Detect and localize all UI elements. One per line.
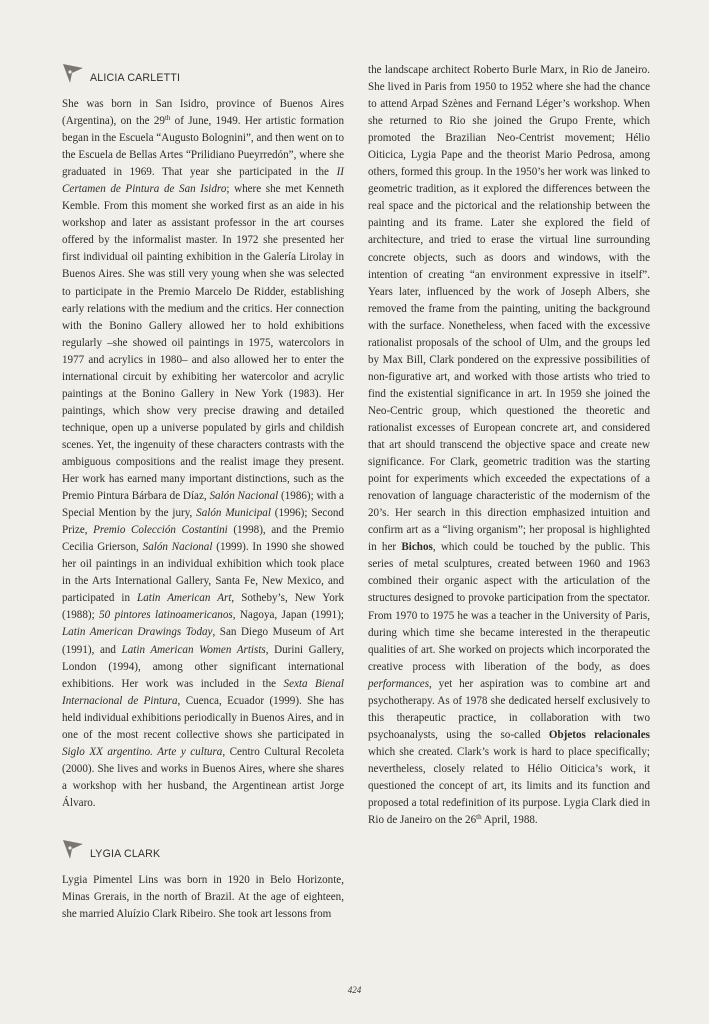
- biography-paragraph-continued: the landscape architect Roberto Burle Marx, in Rio de Janeiro. She lived in Paris from 1950 to 1952 where she had the chance to attend Arpad Szènes and Fernand Léger’s workshop. When she returned to Rio she joined the Grupo Frente, which promoted the Brazilian Neo-Centrist movement; Hélio Oiticica, Lygia Pape and the theorist Mario Pedrosa, among others, formed this group. In the 1950’s her work was linked to geometric tradition, as it explored the differences between the real space and the pictorical and the relationship between the painting and its frame. Later she explored the field of architecture, and tried to erase the virtual line surrounding concrete objects, such as doors and windows, with the intention of creating “an environment expressive in itself”. Years later, influenced by the work of Joseph Albers, she removed the frame from the painting, uniting the background with the surface. Nonetheless, when faced with the excessive rationalist proposals of the school of Ulm, and the groups led by Max Bill, Clark pondered on the expressive possibilities of non-figurative art, and worked with those artists who tried to find the existential significance in art. In 1959 she joined the Neo-Centric group, which questioned the theoretic and rationalist excesses of European concrete art, and considered that art should transcend the objective space and create new significance. For Clark, geometric tradition was the starting point for experiments which exceeded the expectations of a renovation of language characteristic of the modernism of the 20’s. Her search in this direction emphasized intuition and confirm art as a “living organism”; her proposal is highlighted in her Bichos, which could be touched by the public. This series of metal sculptures, created between 1960 and 1963 combined their organic aspect with the articulation of the structures designed to provoke participation from the spectator. From 1970 to 1975 he was a teacher in the University of Paris, during which time she became interested in the therapeutic qualities of art. She worked on projects which incorporated the creative process with liberation of the body, as does performances, yet her aspiration was to combine art and psychotherapy. As of 1978 she dedicated herself exclusively to this therapeutic practice, in collaboration with two psychoanalysts, using the so-called Objetos relacionales which she created. Clark’s work is hard to place specifically; nevertheless, closely related to Hélio Oiticica’s work, it questioned the concept of art, its limits and its function and proposed a total redefinition of its purpose. Lygia Clark died in Rio de Janeiro on the 26th April, 1988.: [368, 64, 651, 827]
- section-heading: [62, 838, 344, 860]
- page-number: 424: [347, 985, 362, 995]
- section-heading: [62, 62, 344, 84]
- artist-name-heading: ALICIA CARLETTI: [90, 72, 181, 84]
- flag-icon: [62, 62, 84, 84]
- artist-name-heading: LYGIA CLARK: [90, 847, 161, 860]
- biography-paragraph: She was born in San Isidro, province of Buenos Aires (Argentina), on the 29th of June, 1949. Her artistic formation began in the Escuela “Augusto Bolognini”, and then went on to the Escuela de Bellas Artes “Prilidiano Pueyrredón”, where she graduated in 1969. That year she participated in the II Certamen de Pintura de San Isidro; where she met Kenneth Kemble. From this moment she worked first as an aide in his workshop and later as assistant professor in the art courses offered by the informalist master. In 1972 she presented her first individual oil painting exhibition in the Galería Lirolay in Buenos Aires. She was still very young when she was selected to participate in the Premio Marcelo De Ridder, establishing early relations with the medium and the critics. Her connection with the Bonino Gallery allowed her to hold exhibitions regularly –she showed oil paintings in 1975, watercolors in 1977 and acrylics in 1980– and also allowed her to enter the international circuit by exhibiting her watercolor and acrylic paintings at the Bonino Gallery in New York (1983). Her paintings, which show very precise drawing and detailed technique, open up a universe populated by girls and childish scenes. Yet, the ingenuity of these characters contrasts with the ambiguous compositions and the realist image they present. Her work has earned many important distinctions, such as the Premio Pintura Bárbara de Díaz, Salón Nacional (1986); with a Special Mention by the jury, Salón Municipal (1996); Second Prize, Premio Colección Costantini (1998), and the Premio Cecilia Grierson, Salón Nacional (1999). In 1990 she showed her oil paintings in an individual exhibition which took place in the Arts International Gallery, Santa Fe, New Mexico, and participated in Latin American Art, Sotheby’s, New York (1988); 50 pintores latinoamericanos, Nagoya, Japan (1991); Latin American Drawings Today, San Diego Museum of Art (1991), and Latin American Women Artists, Durini Gallery, London (1994), among other significant international exhibitions. Her work was included in the Sexta Bienal Internacional de Pintura, Cuenca, Ecuador (1999). She has held individual exhibitions periodically in Buenos Aires, and in one of the most recent collective shows she participated in Siglo XX argentino. Arte y cultura, Centro Cultural Recoleta (2000). She lives and works in Buenos Aires, where she shares a workshop with her husband, the Argentinean artist Jorge Álvaro.: [62, 98, 345, 809]
- flag-icon: [62, 838, 84, 860]
- left-column: [62, 62, 344, 923]
- biography-paragraph: Lygia Pimentel Lins was born in 1920 in Belo Horizonte, Minas Grerais, in the north of Brazil. At the age of eighteen, she married Aluízio Clark Ribeiro. She took art lessons from: [62, 873, 344, 921]
- right-column: [368, 62, 650, 829]
